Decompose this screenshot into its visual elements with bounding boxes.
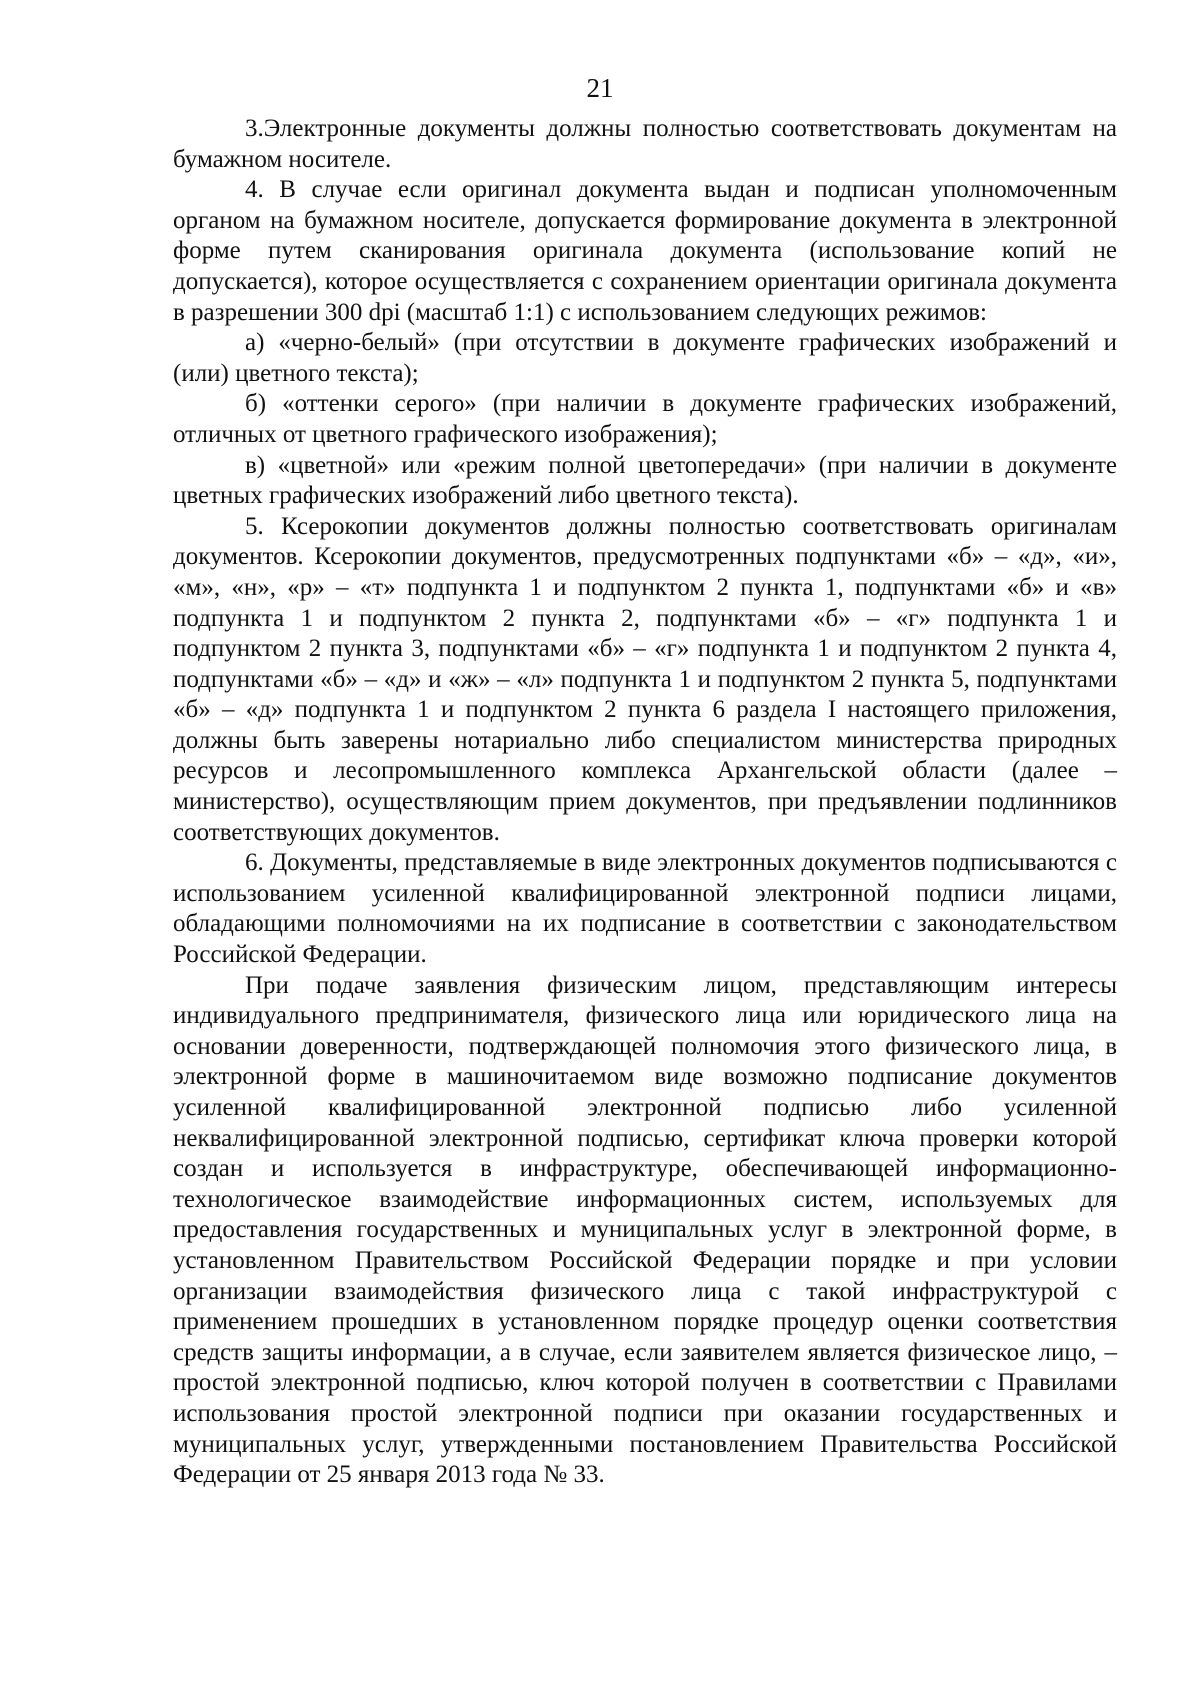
paragraph-5: 5. Ксерокопии документов должны полностью соответствовать оригиналам документов. Ксерокопии документов, предусмотренных подпунктами «б» – «д», «и», «м», «н», «р» – «т» подпункта 1 и подпунктом 2 пункта 1, подпунктами «б» и «в» подпункта 1 и подпунктом 2 пункта 2, подпунктами «б» – «г» подпункта 1 и подпунктом 2 пункта 3, подпунктами «б» – «г» подпункта 1 и подпунктом 2 пункта 4, подпунктами «б» – «д» и «ж» – «л» подпункта 1 и подпунктом 2 пункта 5, подпунктами «б» – «д» подпункта 1 и подпунктом 2 пункта 6 раздела I настоящего приложения, должны быть заверены нотариально либо специалистом министерства природных ресурсов и лесопромышленного комплекса Архангельской области (далее – министерство), осуществляющим прием документов, при предъявлении подлинников соответствующих документов. bbox=[173, 512, 1117, 846]
paragraph-4a: а) «черно-белый» (при отсутствии в документе графических изображений и (или) цветного текста); bbox=[173, 329, 1117, 387]
page-number: 21 bbox=[586, 73, 614, 103]
paragraph-6-continued: При подаче заявления физическим лицом, представляющим интересы индивидуального предпринимателя, физического лица или юридического лица на основании доверенности, подтверждающей полномочия этого физического лица, в электронной форме в машиночитаемом виде возможно подписание документов усиленной квалифицированной электронной подписью либо усиленной неквалифицированной электронной подписью, сертификат ключа проверки которой создан и используется в инфраструктуре, обеспечивающей информационно-технологическое взаимодействие информационных систем, используемых для предоставления государственных и муниципальных услуг в электронной форме, в установленном Правительством Российской Федерации порядке и при условии организации взаимодействия физического лица с такой инфраструктурой с применением прошедших в установленном порядке процедур оценки соответствия средств защиты информации, а в случае, если заявителем является физическое лицо, – простой электронной подписью, ключ которой получен в соответствии с Правилами использования простой электронной подписи при оказании государственных и муниципальных услуг, утвержденными постановлением Правительства Российской Федерации от 25 января 2013 года № 33. bbox=[173, 971, 1117, 1489]
paragraph-4b: б) «оттенки серого» (при наличии в документе графических изображений, отличных от цветного графического изображения); bbox=[173, 390, 1117, 448]
document-body bbox=[173, 114, 1117, 1491]
paragraph-4: 4. В случае если оригинал документа выдан и подписан уполномоченным органом на бумажном носителе, допускается формирование документа в электронной форме путем сканирования оригинала документа (использование копий не допускается), которое осуществляется с сохранением ориентации оригинала документа в разрешении 300 dpi (масштаб 1:1) с использованием следующих режимов: bbox=[173, 176, 1117, 326]
paragraph-4v: в) «цветной» или «режим полной цветопередачи» (при наличии в документе цветных графических изображений либо цветного текста). bbox=[173, 451, 1117, 510]
paragraph-3: 3.Электронные документы должны полностью соответствовать документам на бумажном носителе. bbox=[173, 115, 1117, 173]
paragraph-6: 6. Документы, представляемые в виде электронных документов подписываются с использованием усиленной квалифицированной электронной подписи лицами, обладающими полномочиями на их подписание в соответствии с законодательством Российской Федерации. bbox=[173, 849, 1117, 969]
